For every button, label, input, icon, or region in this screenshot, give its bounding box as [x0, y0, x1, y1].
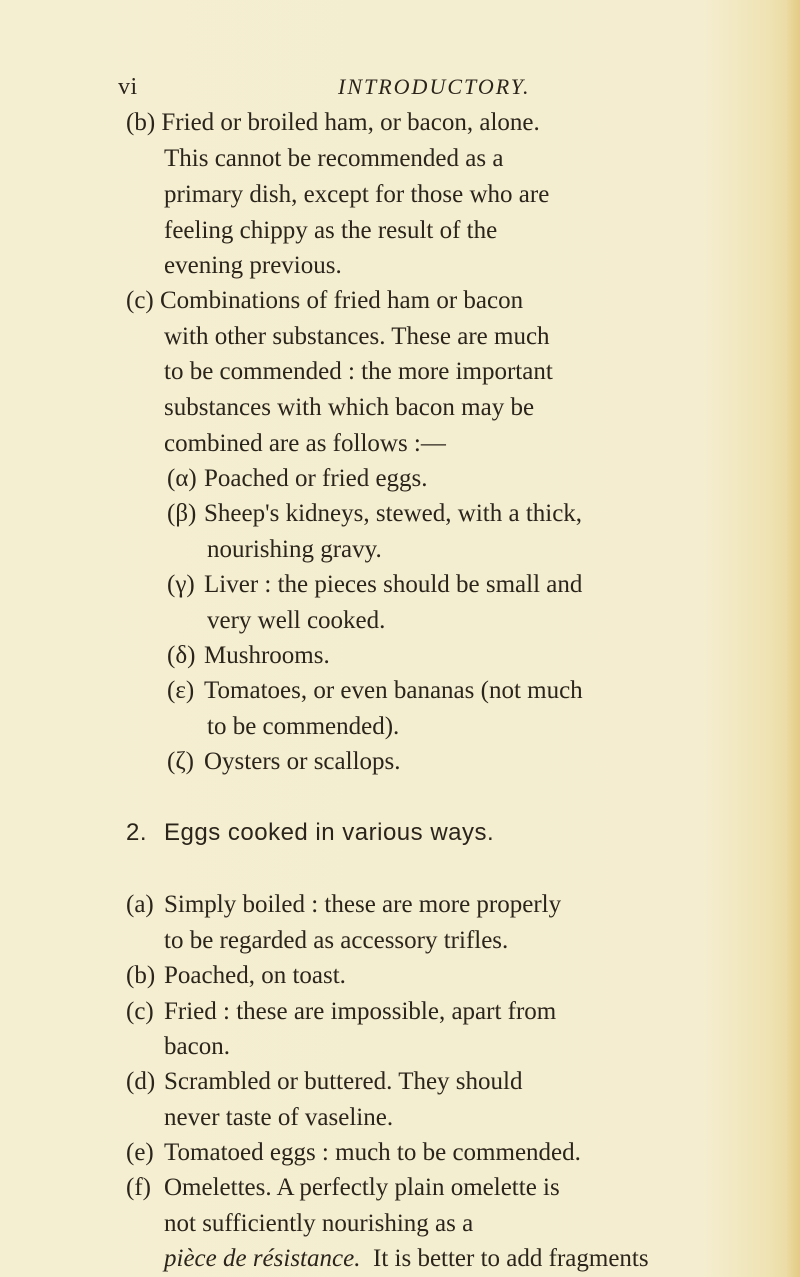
text-line: to be regarded as accessory trifles.: [164, 927, 509, 954]
text-line: Oysters or scallops.: [204, 748, 401, 775]
page-edge-shading: [786, 0, 800, 1277]
list-marker: (γ): [167, 571, 195, 598]
text-line: substances with which bacon may be: [164, 394, 535, 421]
list-marker: (a): [126, 891, 154, 918]
list-marker: (d): [126, 1068, 156, 1095]
text-line: combined are as follows :—: [164, 430, 446, 457]
list-marker: (δ): [167, 642, 196, 669]
text-line: not sufficiently nourishing as a: [164, 1210, 474, 1237]
text-line: Mushrooms.: [204, 642, 330, 669]
text-line: Omelettes. A perfectly plain omelette is: [164, 1174, 560, 1201]
text-line: to be commended).: [207, 713, 400, 740]
text-line: (b) Fried or broiled ham, or bacon, alone.: [126, 109, 540, 136]
list-marker: (β): [167, 500, 197, 527]
list-marker: (α): [167, 465, 197, 492]
list-marker: (c): [126, 998, 154, 1025]
text-line: nourishing gravy.: [207, 536, 382, 563]
italic-phrase: pièce de résistance.: [164, 1245, 361, 1272]
text-line: (c) Combinations of fried ham or bacon: [126, 287, 524, 314]
text-line: very well cooked.: [207, 607, 386, 634]
section-heading: Eggs cooked in various ways.: [164, 819, 495, 846]
text-line: Liver : the pieces should be small and: [204, 571, 583, 598]
list-marker: (b): [126, 962, 156, 989]
text-line: It is better to add fragments: [373, 1245, 649, 1272]
text-line: This cannot be recommended as a: [164, 145, 504, 172]
running-title: INTRODUCTORY.: [338, 74, 531, 99]
text-line: Tomatoed eggs : much to be commended.: [164, 1139, 581, 1166]
text-line: Poached, on toast.: [164, 962, 346, 989]
page-number: vi: [118, 74, 138, 100]
list-marker: (e): [126, 1139, 154, 1166]
list-marker: (ζ): [167, 748, 195, 775]
text-line: feeling chippy as the result of the: [164, 217, 498, 244]
section-number: 2.: [126, 819, 148, 846]
text-line: with other substances. These are much: [164, 323, 550, 350]
text-line: never taste of vaseline.: [164, 1104, 394, 1131]
text-line: Simply boiled : these are more properly: [164, 891, 562, 918]
running-head: [0, 74, 800, 104]
list-marker: (f): [126, 1174, 151, 1201]
text-line: Fried : these are impossible, apart from: [164, 998, 557, 1025]
text-line: Scrambled or buttered. They should: [164, 1068, 523, 1095]
text-line: to be commended : the more important: [164, 358, 553, 385]
list-marker: (ε): [167, 677, 195, 704]
text-line: bacon.: [164, 1033, 230, 1060]
text-line: evening previous.: [164, 252, 342, 279]
text-line: Sheep's kidneys, stewed, with a thick,: [204, 500, 583, 527]
text-line: primary dish, except for those who are: [164, 181, 550, 208]
text-line: Tomatoes, or even bananas (not much: [204, 677, 583, 704]
text-line: Poached or fried eggs.: [204, 465, 428, 492]
